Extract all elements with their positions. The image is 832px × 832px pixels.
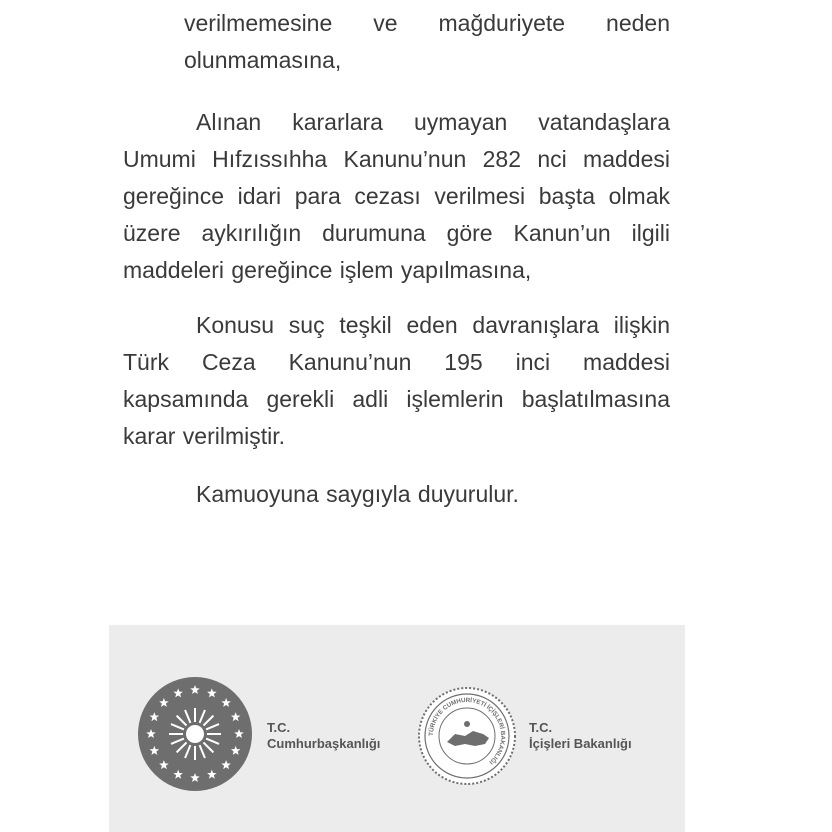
text-line: Alınan kararlara uymayan vatandaşlara <box>196 109 670 135</box>
text-line: gereğince idari para cezası verilmesi başta olmak <box>123 183 670 209</box>
paragraph-criminal <box>123 307 670 455</box>
paragraph-continuation <box>184 5 670 79</box>
closing-line: Kamuoyuna saygıyla duyurulur. <box>196 481 519 507</box>
org-label-president: T.C. Cumhurbaşkanlığı <box>267 720 381 751</box>
org-label-interior: T.C. İçişleri Bakanlığı <box>529 720 632 751</box>
paragraph-penalty <box>123 104 670 289</box>
svg-text:TÜRKİYE CUMHURİYETİ İÇİŞLERİ B: TÜRKİYE CUMHURİYETİ İÇİŞLERİ BAKANLIĞI <box>427 696 507 766</box>
text-line: Türk Ceza Kanunu’nun 195 inci maddesi <box>123 349 670 375</box>
text-line: başlatılmasına karar verilmiştir. <box>123 386 670 449</box>
text-line: Umumi Hıfzıssıhha Kanunu’nun 282 nci maddesi <box>123 146 670 172</box>
text-line: Konusu suç teşkil eden davranışlara ilişkin <box>196 312 670 338</box>
interior-ministry-seal-icon <box>417 686 517 786</box>
text-line: maddeleri gereğince işlem yapılmasına, <box>123 257 532 283</box>
text-line: verilmemesine ve mağduriyete neden <box>184 10 670 36</box>
presidential-seal-icon <box>137 676 253 792</box>
footer-logos <box>109 625 685 832</box>
text-line: üzere aykırılığın durumuna göre Kanun’un ilgili <box>123 220 670 246</box>
text-line: kapsamında gerekli adli işlemlerin <box>123 386 504 412</box>
text-line: olunmamasına, <box>184 47 342 73</box>
